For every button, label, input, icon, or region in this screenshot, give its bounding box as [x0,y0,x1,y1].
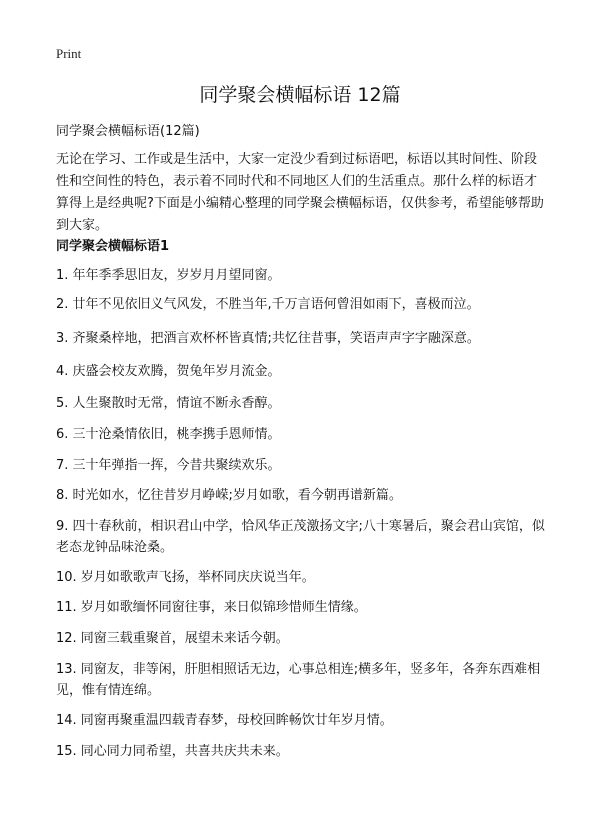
print-label: Print [56,46,82,61]
list-item: 8. 时光如水，忆往昔岁月峥嵘;岁月如歌，看今朝再谱新篇。 [56,488,402,503]
intro-paragraph: 无论在学习、工作或是生活中，大家一定没少看到过标语吧，标语以其时间性、阶段性和空间性的特色，表示着不同时代和不同地区人们的生活重点。那什么样的标语才算得上是经典呢?下面是小编精心整理的同学聚会横幅标语，仅供参考，希望能够帮助到大家。 [56,152,544,233]
list-item: 5. 人生聚散时无常，情谊不断永香醇。 [56,396,281,411]
list-item: 14. 同窗再聚重温四载青春梦，母校回眸畅饮廿年岁月情。 [56,713,393,728]
list-item: 7. 三十年弹指一挥，今昔共聚续欢乐。 [56,458,281,473]
list-item: 12. 同窗三载重聚首，展望未来话今朝。 [56,631,289,646]
page-title: 同学聚会横幅标语 12篇 [199,84,401,106]
list-item: 15. 同心同力同希望，共喜共庆共未来。 [56,744,289,759]
list-item: 10. 岁月如歌歌声飞扬，举杯同庆庆说当年。 [56,570,315,585]
list-item: 3. 齐聚桑梓地，把酒言欢杯杯皆真情;共忆往昔事，笑语声声字字融深意。 [56,331,480,346]
list-item: 13. 同窗友，非等闲，肝胆相照话无边，心事总相连;横多年，竖多年，各奔东西难相见，惟有情连绵。 [56,662,541,698]
list-item: 9. 四十春秋前，相识君山中学，恰风华正茂激扬文字;八十寒暑后，聚会君山宾馆，似老态龙钟品味沧桑。 [56,519,545,555]
list-item: 11. 岁月如歌缅怀同窗往事，来日似锦珍惜师生情缘。 [56,600,367,615]
list-item: 6. 三十沧桑情依旧，桃李携手恩师情。 [56,427,281,442]
section-heading: 同学聚会横幅标语1 [56,239,170,254]
list-item: 4. 庆盛会校友欢腾，贺兔年岁月流金。 [56,364,281,379]
document-subtitle: 同学聚会横幅标语(12篇) [56,124,200,139]
list-item: 1. 年年季季思旧友，岁岁月月望同窗。 [56,268,281,283]
list-item: 2. 廿年不见依旧义气风发，不胜当年,千万言语何曾泪如雨下，喜极而泣。 [56,297,480,312]
